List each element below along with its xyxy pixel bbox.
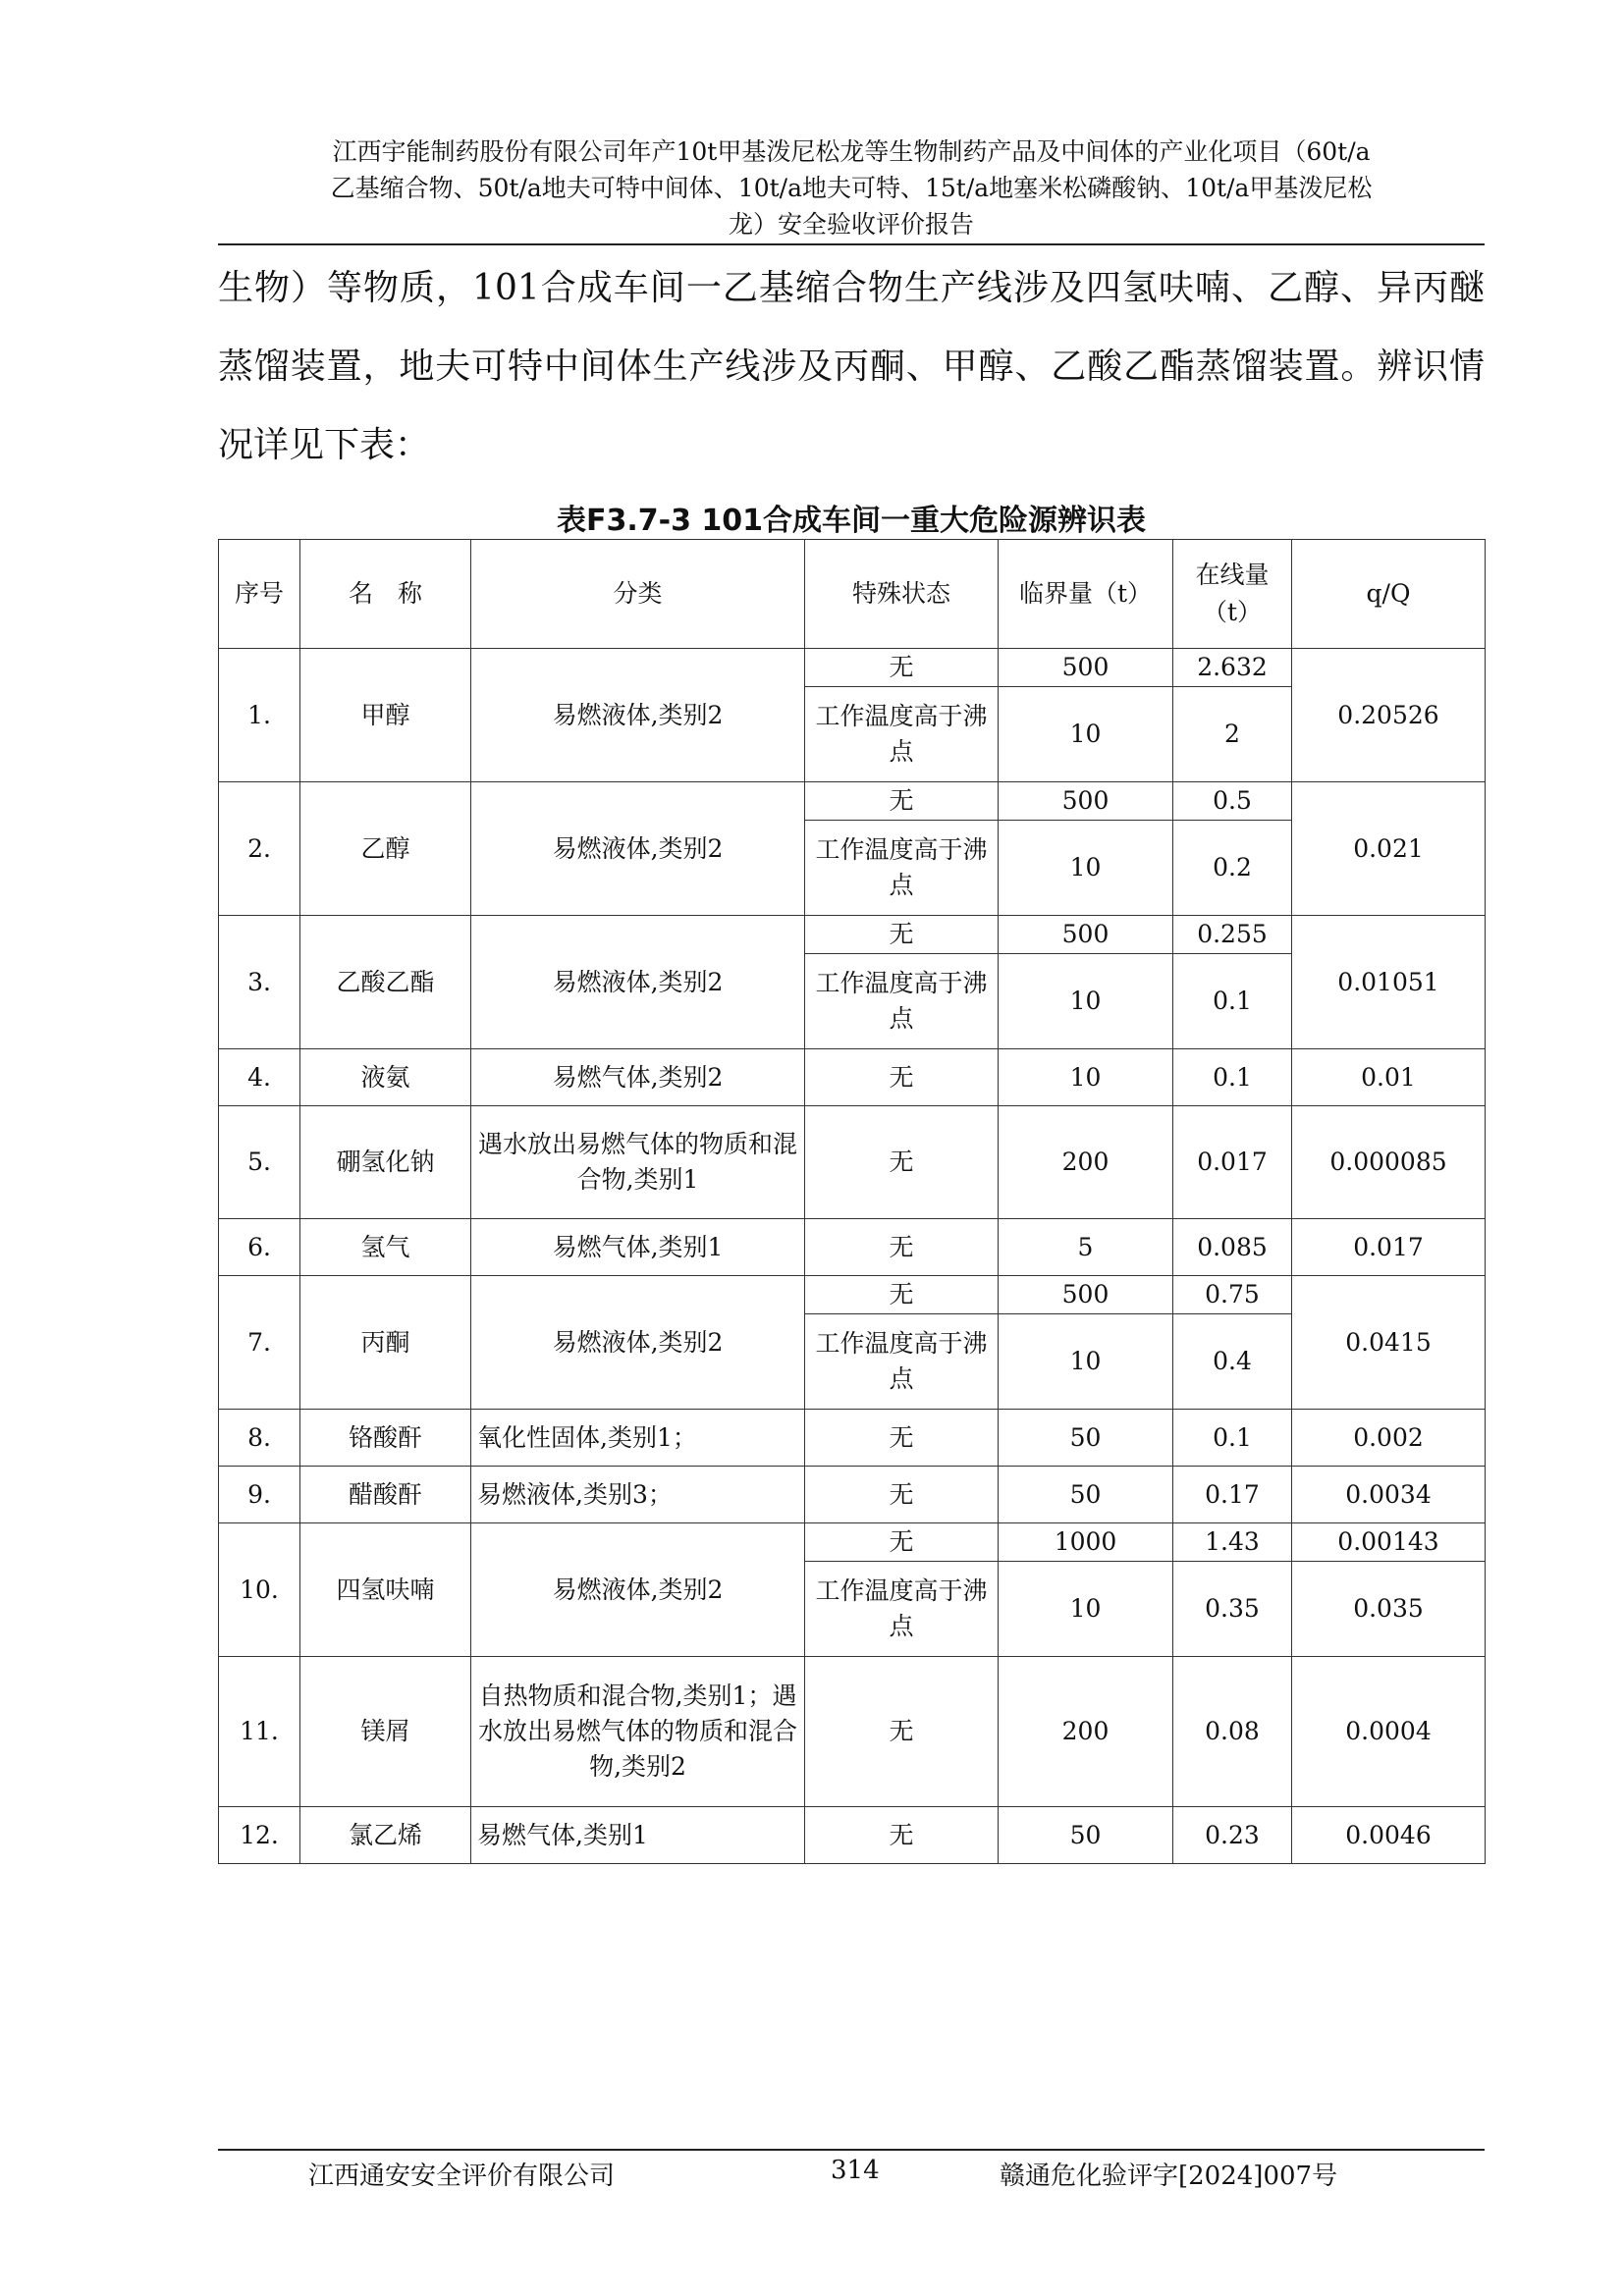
cell-name: 氯乙烯	[300, 1807, 471, 1864]
cell-critical: 10	[999, 687, 1173, 782]
table-row	[219, 1657, 1486, 1807]
cell-category: 易燃气体,类别1	[471, 1219, 805, 1276]
col-header-online: 在线量（t）	[1173, 540, 1292, 649]
col-header-critical: 临界量（t）	[999, 540, 1173, 649]
footer-doc-number: 赣通危化验评字[2024]007号	[1000, 2162, 1338, 2191]
cell-seq: 5.	[219, 1106, 300, 1219]
col-header-name: 名 称	[300, 540, 471, 649]
cell-seq: 10.	[219, 1523, 300, 1657]
cell-seq: 11.	[219, 1657, 300, 1807]
cell-critical: 10	[999, 1562, 1173, 1657]
cell-seq: 2.	[219, 782, 300, 916]
cell-seq: 8.	[219, 1410, 300, 1467]
cell-name: 液氨	[300, 1049, 471, 1106]
table-row	[219, 1049, 1486, 1106]
cell-state: 无	[805, 1657, 999, 1807]
cell-critical: 10	[999, 954, 1173, 1049]
cell-category: 氧化性固体,类别1；	[471, 1410, 805, 1467]
cell-ratio: 0.0004	[1292, 1657, 1486, 1807]
cell-seq: 9.	[219, 1467, 300, 1523]
cell-seq: 3.	[219, 916, 300, 1049]
cell-state: 无	[805, 1523, 999, 1562]
cell-critical: 50	[999, 1807, 1173, 1864]
cell-online: 0.255	[1173, 916, 1292, 954]
table-row	[219, 1410, 1486, 1467]
cell-critical: 500	[999, 1276, 1173, 1314]
cell-name: 乙酸乙酯	[300, 916, 471, 1049]
cell-critical: 500	[999, 782, 1173, 821]
cell-seq: 6.	[219, 1219, 300, 1276]
table-row	[219, 916, 1486, 954]
header-divider	[218, 243, 1485, 245]
table-header-row	[219, 540, 1486, 649]
cell-category: 易燃气体,类别1	[471, 1807, 805, 1864]
table-row	[219, 1219, 1486, 1276]
cell-online: 0.2	[1173, 821, 1292, 916]
page-header	[218, 133, 1485, 242]
cell-name: 丙酮	[300, 1276, 471, 1410]
hazard-identification-table	[218, 539, 1486, 1864]
cell-state: 无	[805, 1219, 999, 1276]
cell-seq: 7.	[219, 1276, 300, 1410]
header-line-1: 江西宇能制药股份有限公司年产10t甲基泼尼松龙等生物制药产品及中间体的产业化项目（60t/a	[332, 137, 1371, 166]
cell-ratio: 0.0415	[1292, 1276, 1486, 1410]
cell-online: 0.23	[1173, 1807, 1292, 1864]
cell-name: 氢气	[300, 1219, 471, 1276]
cell-online: 1.43	[1173, 1523, 1292, 1562]
page-footer	[218, 2156, 1485, 2195]
cell-state: 无	[805, 1106, 999, 1219]
table-row	[219, 1523, 1486, 1562]
cell-ratio: 0.00143	[1292, 1523, 1486, 1562]
cell-critical: 50	[999, 1467, 1173, 1523]
header-line-2: 乙基缩合物、50t/a地夫可特中间体、10t/a地夫可特、15t/a地塞米松磷酸钠、10t/a甲基泼尼松	[330, 174, 1373, 202]
table-row	[219, 649, 1486, 687]
table-row	[219, 1467, 1486, 1523]
header-line-3: 龙）安全验收评价报告	[728, 210, 974, 239]
cell-state: 无	[805, 1276, 999, 1314]
footer-divider	[218, 2149, 1485, 2151]
cell-category: 易燃液体,类别2	[471, 1523, 805, 1657]
footer-company: 江西通安安全评价有限公司	[308, 2162, 616, 2191]
cell-critical: 5	[999, 1219, 1173, 1276]
cell-category: 自热物质和混合物,类别1；遇水放出易燃气体的物质和混合物,类别2	[471, 1657, 805, 1807]
cell-ratio: 0.01	[1292, 1049, 1486, 1106]
cell-name: 硼氢化钠	[300, 1106, 471, 1219]
cell-online: 0.1	[1173, 1410, 1292, 1467]
cell-critical: 500	[999, 649, 1173, 687]
cell-ratio: 0.01051	[1292, 916, 1486, 1049]
cell-name: 镁屑	[300, 1657, 471, 1807]
cell-state: 无	[805, 1049, 999, 1106]
cell-online: 2	[1173, 687, 1292, 782]
cell-critical: 1000	[999, 1523, 1173, 1562]
cell-critical: 200	[999, 1657, 1173, 1807]
cell-state: 无	[805, 916, 999, 954]
table-row	[219, 1807, 1486, 1864]
cell-online: 2.632	[1173, 649, 1292, 687]
cell-critical: 10	[999, 821, 1173, 916]
cell-online: 0.017	[1173, 1106, 1292, 1219]
cell-name: 乙醇	[300, 782, 471, 916]
cell-ratio: 0.002	[1292, 1410, 1486, 1467]
cell-online: 0.4	[1173, 1314, 1292, 1410]
cell-category: 易燃液体,类别2	[471, 649, 805, 782]
col-header-category: 分类	[471, 540, 805, 649]
cell-critical: 200	[999, 1106, 1173, 1219]
cell-category: 易燃液体,类别2	[471, 916, 805, 1049]
cell-ratio: 0.0046	[1292, 1807, 1486, 1864]
table-body	[219, 649, 1486, 1864]
cell-category: 易燃液体,类别3；	[471, 1467, 805, 1523]
cell-online: 0.35	[1173, 1562, 1292, 1657]
cell-state: 工作温度高于沸点	[805, 687, 999, 782]
cell-state: 无	[805, 1807, 999, 1864]
cell-name: 四氢呋喃	[300, 1523, 471, 1657]
cell-state: 无	[805, 1467, 999, 1523]
cell-name: 醋酸酐	[300, 1467, 471, 1523]
col-header-ratio: q/Q	[1292, 540, 1486, 649]
cell-category: 易燃气体,类别2	[471, 1049, 805, 1106]
cell-critical: 50	[999, 1410, 1173, 1467]
cell-ratio: 0.000085	[1292, 1106, 1486, 1219]
cell-ratio: 0.021	[1292, 782, 1486, 916]
cell-online: 0.08	[1173, 1657, 1292, 1807]
table-row	[219, 1106, 1486, 1219]
cell-seq: 12.	[219, 1807, 300, 1864]
footer-page-number: 314	[831, 2156, 880, 2185]
cell-ratio: 0.20526	[1292, 649, 1486, 782]
cell-category: 易燃液体,类别2	[471, 782, 805, 916]
cell-state: 工作温度高于沸点	[805, 1562, 999, 1657]
cell-online: 0.5	[1173, 782, 1292, 821]
cell-ratio: 0.017	[1292, 1219, 1486, 1276]
cell-name: 铬酸酐	[300, 1410, 471, 1467]
cell-category: 遇水放出易燃气体的物质和混合物,类别1	[471, 1106, 805, 1219]
table-row	[219, 1276, 1486, 1314]
cell-critical: 10	[999, 1049, 1173, 1106]
table-row	[219, 782, 1486, 821]
cell-online: 0.75	[1173, 1276, 1292, 1314]
body-paragraph: 生物）等物质，101合成车间一乙基缩合物生产线涉及四氢呋喃、乙醇、异丙醚蒸馏装置，地夫可特中间体生产线涉及丙酮、甲醇、乙酸乙酯蒸馏装置。辨识情况详见下表：	[218, 268, 1485, 465]
cell-state: 无	[805, 782, 999, 821]
cell-critical: 500	[999, 916, 1173, 954]
cell-state: 工作温度高于沸点	[805, 821, 999, 916]
cell-state: 无	[805, 649, 999, 687]
cell-state: 工作温度高于沸点	[805, 1314, 999, 1410]
cell-seq: 4.	[219, 1049, 300, 1106]
table-title: 表F3.7-3 101合成车间一重大危险源辨识表	[556, 504, 1147, 538]
cell-name: 甲醇	[300, 649, 471, 782]
cell-critical: 10	[999, 1314, 1173, 1410]
col-header-seq: 序号	[219, 540, 300, 649]
cell-online: 0.1	[1173, 954, 1292, 1049]
col-header-state: 特殊状态	[805, 540, 999, 649]
cell-state: 无	[805, 1410, 999, 1467]
cell-online: 0.085	[1173, 1219, 1292, 1276]
cell-ratio: 0.0034	[1292, 1467, 1486, 1523]
cell-online: 0.1	[1173, 1049, 1292, 1106]
cell-state: 工作温度高于沸点	[805, 954, 999, 1049]
cell-category: 易燃液体,类别2	[471, 1276, 805, 1410]
cell-online: 0.17	[1173, 1467, 1292, 1523]
cell-seq: 1.	[219, 649, 300, 782]
cell-ratio: 0.035	[1292, 1562, 1486, 1657]
